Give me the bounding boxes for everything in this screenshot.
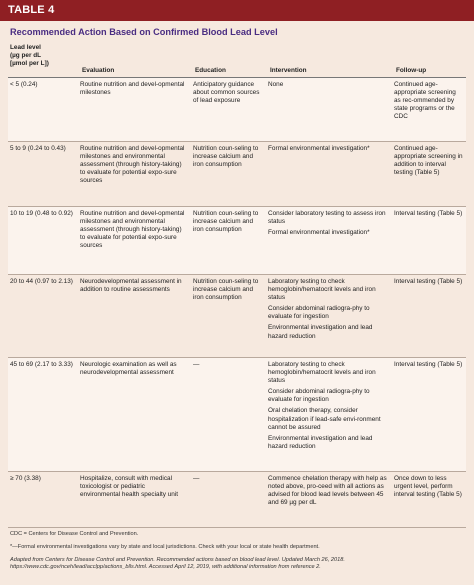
education-cell: Nutrition coun-seling to increase calcium and iron consumption [193, 145, 259, 169]
evaluation-cell: Hospitalize, consult with medical toxicologist or pediatric environmental health specialty unit [80, 475, 179, 499]
table-row [8, 358, 466, 471]
footnote-abbreviation: CDC = Centers for Disease Control and Prevention. [10, 531, 139, 537]
follow-up-cell: Continued age-appropriate screening as rec-ommended by state programs or the CDC [394, 81, 456, 121]
education-cell: — [193, 361, 200, 368]
footnote-source: Adapted from Centers for Disease Control and Prevention. Recommended actions based on blood lead level. Updated March 26, 2018. https://www.cdc.gov/nceh/lead/acclpp/actions_blls.html. Accessed April 12, 2019, with additional information from reference 2. [10, 557, 345, 571]
education-cell: — [193, 475, 200, 482]
lead-level-cell: ≥ 70 (3.38) [10, 475, 41, 482]
header-lead-level-line: [µmol per L]) [10, 59, 49, 67]
header-lead-level-line: (µg per dL [10, 51, 42, 59]
intervention-item: None [268, 81, 284, 88]
intervention-item: Environmental investigation and lead hazard reduction [268, 434, 373, 450]
intervention-cell [268, 278, 390, 341]
intervention-item: Consider abdominal radiogra-phy to evaluate for ingestion [268, 388, 370, 404]
intervention-cell [268, 210, 390, 237]
follow-up-cell: Continued age-appropriate screening in addition to interval testing (Table 5) [394, 145, 463, 177]
education-cell: Nutrition coun-seling to increase calcium and iron consumption [193, 210, 259, 234]
table-header-row [0, 41, 474, 77]
follow-up-cell: Interval testing (Table 5) [394, 278, 463, 285]
header-follow-up: Follow-up [396, 67, 427, 74]
intervention-item: Formal environmental investigation* [268, 229, 370, 237]
lead-level-cell: 5 to 9 (0.24 to 0.43) [10, 145, 66, 152]
footnote-asterisk: *—Formal environmental investigations vary by state and local jurisdictions. Check with your local or state health department. [10, 544, 320, 550]
follow-up-cell: Interval testing (Table 5) [394, 210, 463, 217]
header-education: Education [195, 67, 226, 74]
lead-level-cell: 10 to 19 (0.48 to 0.92) [10, 210, 73, 217]
table-title: Recommended Action Based on Confirmed Blood Lead Level [10, 27, 278, 37]
evaluation-cell: Routine nutrition and devel-opmental milestones and environmental assessment (through history-taking) to evaluate for potential expo-sure sources [80, 145, 185, 185]
follow-up-cell: Interval testing (Table 5) [394, 361, 463, 368]
header-lead-level-line: Lead level [10, 44, 41, 51]
evaluation-cell: Routine nutrition and devel-opmental milestones and environmental assessment (through history-taking) to evaluate for potential expo-sure sources [80, 210, 185, 250]
table-row [8, 207, 466, 274]
header-intervention: Intervention [270, 67, 307, 74]
table-row [8, 78, 466, 141]
follow-up-cell: Once down to less urgent level, perform interval testing (Table 5) [394, 475, 462, 499]
intervention-item: Laboratory testing to check hemoglobin/hematocrit levels and iron status [268, 278, 376, 302]
intervention-item: Commence chelation therapy with help as noted above, pro-ceed with all actions as advised for blood lead levels between 45 and 69 µg per dL [268, 475, 387, 507]
lead-level-cell: < 5 (0.24) [10, 81, 38, 88]
table-row [8, 472, 466, 526]
intervention-cell [268, 145, 390, 153]
table-row [8, 275, 466, 357]
evaluation-cell: Neurologic examination as well as neurodevelopmental assessment [80, 361, 177, 377]
lead-level-cell: 45 to 69 (2.17 to 3.33) [10, 361, 73, 368]
intervention-item: Oral chelation therapy, consider hospitalization if lead-safe envi-ronment cannot be assured [268, 407, 381, 431]
education-cell: Nutrition coun-seling to increase calcium and iron consumption [193, 278, 259, 302]
education-cell: Anticipatory guidance about common sources of lead exposure [193, 81, 260, 105]
intervention-item: Formal environmental investigation* [268, 145, 370, 152]
lead-level-cell: 20 to 44 (0.97 to 2.13) [10, 278, 73, 285]
intervention-item: Consider laboratory testing to assess iron status [268, 210, 386, 226]
intervention-item: Consider abdominal radiogra-phy to evaluate for ingestion [268, 305, 370, 321]
intervention-cell [268, 81, 390, 89]
header-lead-level [10, 44, 80, 67]
evaluation-cell: Routine nutrition and devel-opmental milestones [80, 81, 185, 97]
intervention-item: Environmental investigation and lead hazard reduction [268, 324, 373, 340]
intervention-cell [268, 361, 390, 451]
evaluation-cell: Neurodevelopmental assessment in addition to routine assessments [80, 278, 182, 294]
table-banner: TABLE 4 [0, 0, 474, 21]
intervention-item: Laboratory testing to check hemoglobin/hematocrit levels and iron status [268, 361, 376, 385]
header-evaluation: Evaluation [82, 67, 115, 74]
intervention-cell [268, 475, 390, 507]
table-row [8, 142, 466, 206]
footnote-divider [8, 527, 466, 528]
